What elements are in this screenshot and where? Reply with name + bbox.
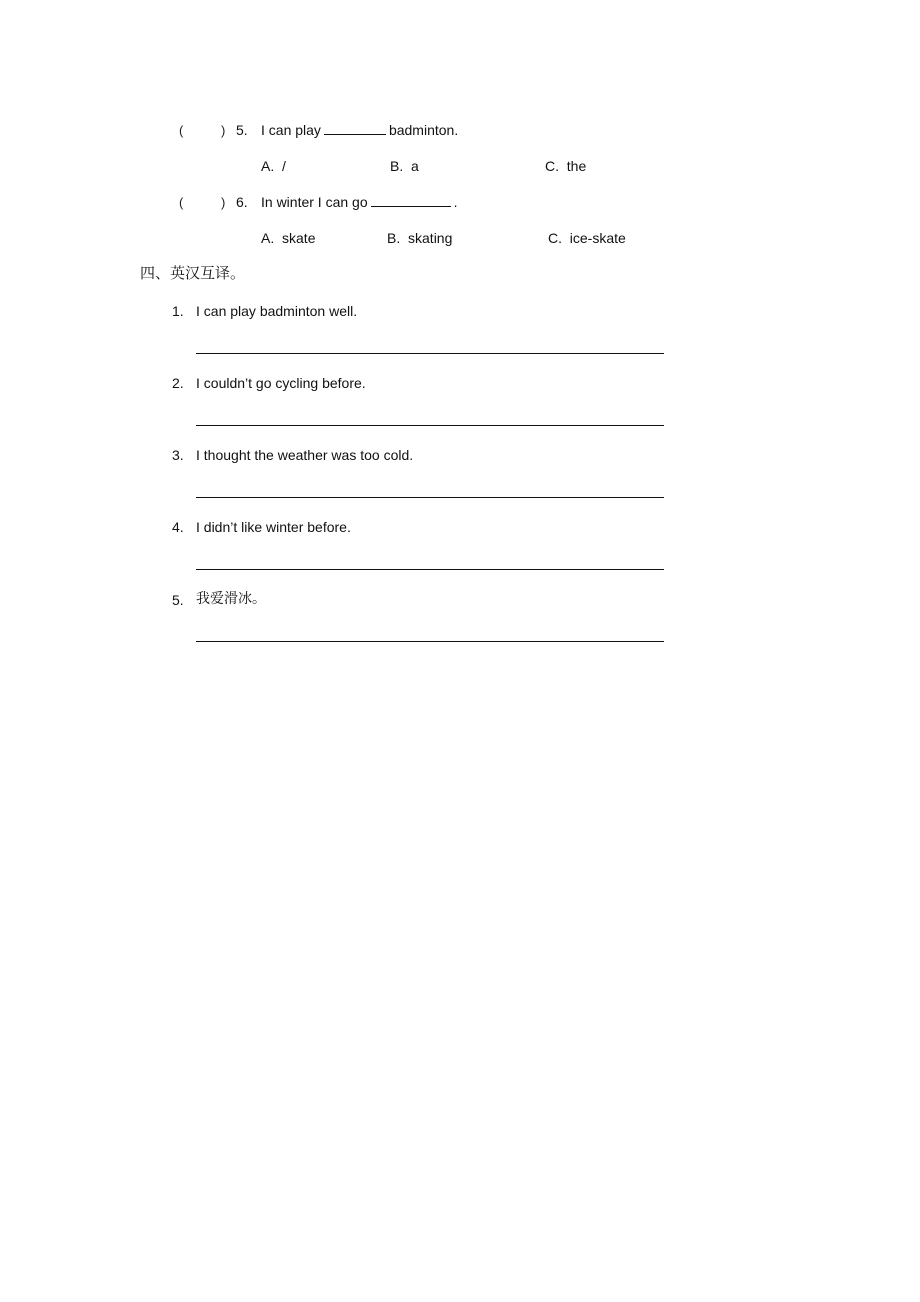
option-letter: A. bbox=[261, 230, 275, 246]
fill-in-blank[interactable] bbox=[324, 133, 386, 135]
item-text: 我爱滑冰。 bbox=[196, 591, 266, 607]
option-text: skating bbox=[408, 230, 453, 246]
answer-line[interactable] bbox=[196, 497, 664, 498]
stem-before: I can play bbox=[261, 122, 321, 138]
option-letter: C. bbox=[548, 230, 562, 246]
section-title: 四、英汉互译。 bbox=[140, 264, 246, 282]
answer-paren-close: ) bbox=[221, 123, 226, 138]
item-number: 5. bbox=[172, 592, 184, 608]
option-a bbox=[261, 159, 286, 173]
option-b bbox=[390, 159, 419, 173]
option-text: the bbox=[566, 158, 587, 174]
answer-paren-close: ) bbox=[221, 195, 226, 210]
stem-after: badminton. bbox=[388, 122, 459, 138]
item-text: I thought the weather was too cold. bbox=[196, 447, 414, 463]
option-text: skate bbox=[282, 230, 316, 246]
option-letter: B. bbox=[387, 230, 401, 246]
option-text: / bbox=[282, 158, 286, 174]
question-number: 5. bbox=[236, 122, 248, 138]
item-number: 1. bbox=[172, 303, 184, 319]
option-letter: B. bbox=[390, 158, 404, 174]
item-text: I didn’t like winter before. bbox=[196, 519, 351, 535]
option-c bbox=[545, 159, 586, 173]
stem-before: In winter I can go bbox=[261, 194, 368, 210]
item-number: 4. bbox=[172, 519, 184, 535]
answer-paren-open: ( bbox=[179, 123, 184, 138]
question-stem bbox=[261, 123, 458, 137]
item-text: I couldn’t go cycling before. bbox=[196, 375, 366, 391]
answer-line[interactable] bbox=[196, 353, 664, 354]
answer-line[interactable] bbox=[196, 425, 664, 426]
option-text: ice-skate bbox=[569, 230, 626, 246]
fill-in-blank[interactable] bbox=[371, 205, 451, 207]
item-number: 2. bbox=[172, 375, 184, 391]
answer-line[interactable] bbox=[196, 641, 664, 642]
stem-after: . bbox=[453, 194, 458, 210]
option-letter: A. bbox=[261, 158, 275, 174]
item-text: I can play badminton well. bbox=[196, 303, 358, 319]
answer-line[interactable] bbox=[196, 569, 664, 570]
item-number: 3. bbox=[172, 447, 184, 463]
option-c bbox=[548, 231, 626, 245]
question-stem bbox=[261, 195, 458, 209]
option-text: a bbox=[411, 158, 419, 174]
option-a bbox=[261, 231, 315, 245]
option-b bbox=[387, 231, 452, 245]
question-number: 6. bbox=[236, 194, 248, 210]
option-letter: C. bbox=[545, 158, 559, 174]
answer-paren-open: ( bbox=[179, 195, 184, 210]
